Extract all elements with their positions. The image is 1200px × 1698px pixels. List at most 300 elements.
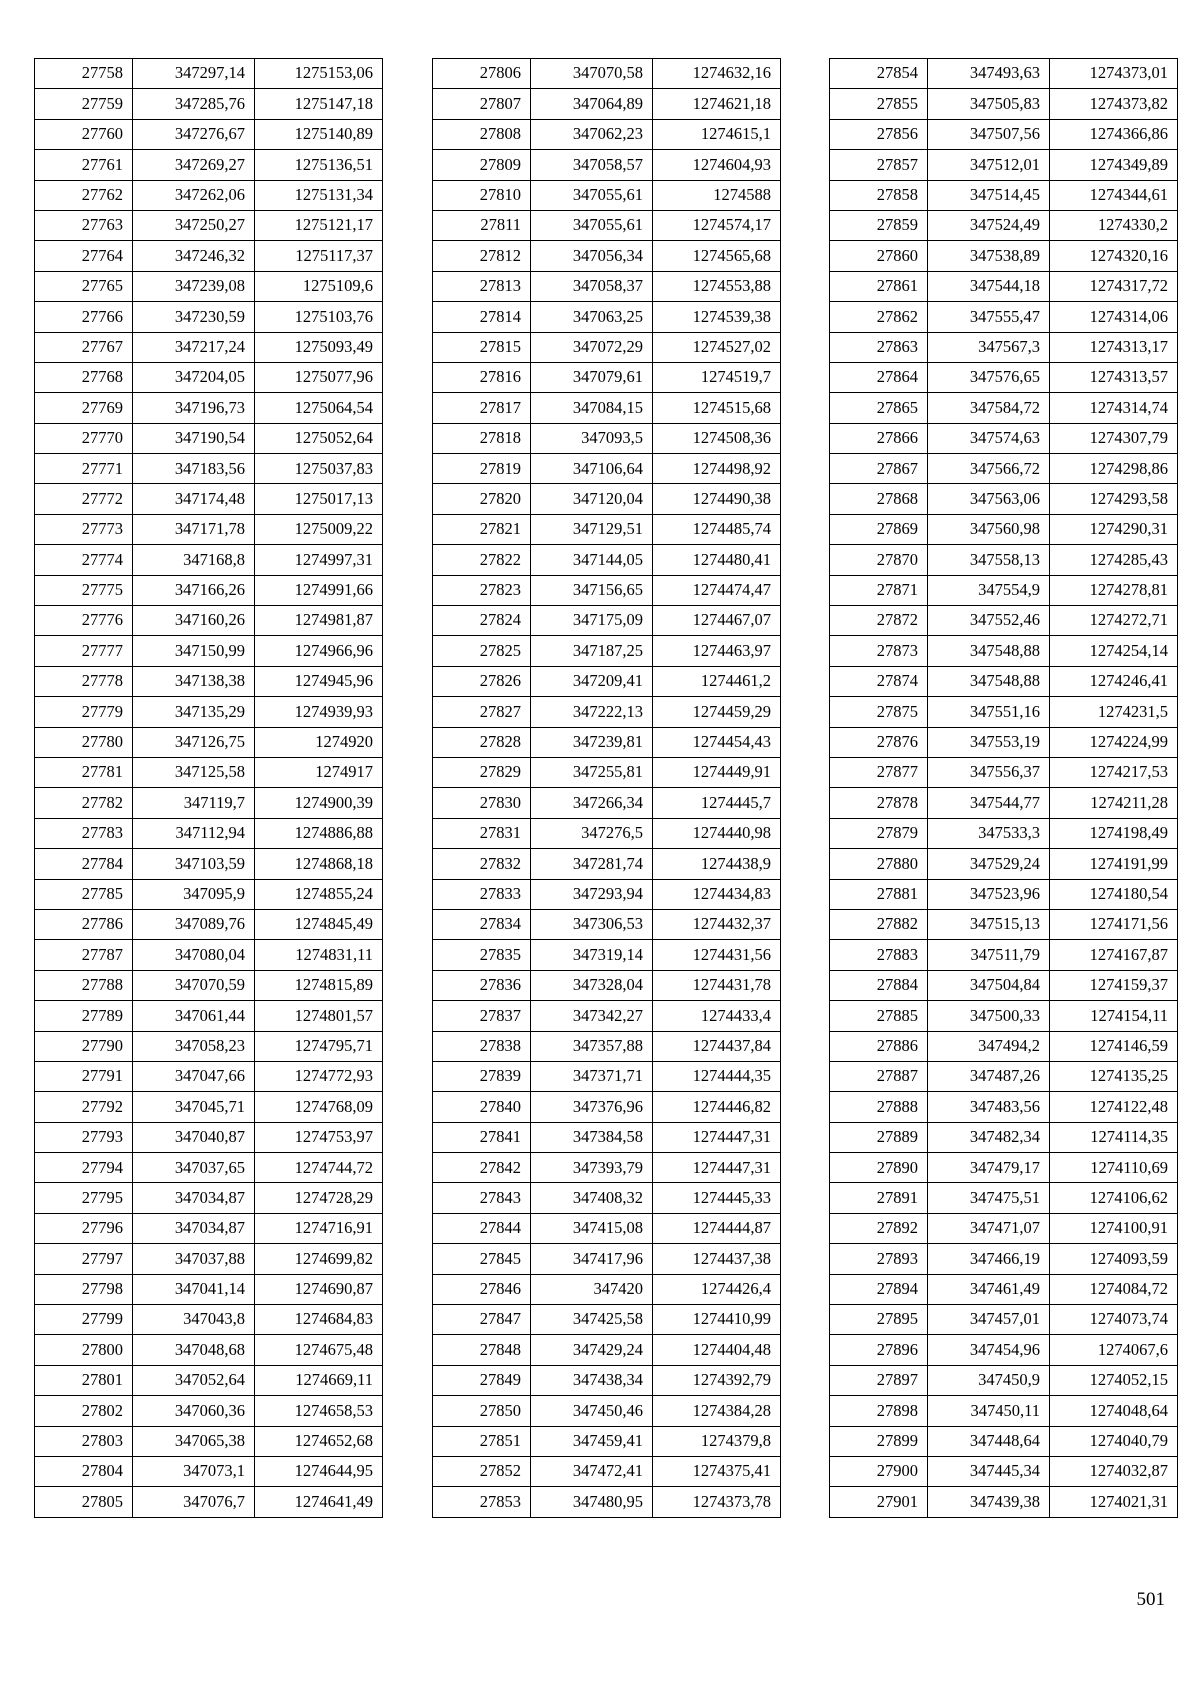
y-coordinate-cell: 1274272,71 [1050,606,1178,636]
x-coordinate-cell: 347450,9 [928,1365,1050,1395]
y-coordinate-cell: 1274527,02 [653,332,781,362]
y-coordinate-cell: 1274122,48 [1050,1092,1178,1122]
table-row [433,1183,781,1213]
x-coordinate-cell: 347479,17 [928,1153,1050,1183]
x-coordinate-cell: 347089,76 [133,909,255,939]
point-number-cell: 27863 [830,332,928,362]
x-coordinate-cell: 347457,01 [928,1305,1050,1335]
table-row [433,636,781,666]
point-number-cell: 27783 [35,818,133,848]
y-coordinate-cell: 1274658,53 [255,1396,383,1426]
x-coordinate-cell: 347276,5 [531,818,653,848]
y-coordinate-cell: 1275153,06 [255,59,383,89]
point-number-cell: 27865 [830,393,928,423]
x-coordinate-cell: 347076,7 [133,1487,255,1517]
table-row [35,1244,383,1274]
table-row [433,849,781,879]
y-coordinate-cell: 1274330,2 [1050,210,1178,240]
x-coordinate-cell: 347297,14 [133,59,255,89]
y-coordinate-cell: 1274917 [255,757,383,787]
x-coordinate-cell: 347480,95 [531,1487,653,1517]
y-coordinate-cell: 1274432,37 [653,909,781,939]
point-number-cell: 27858 [830,180,928,210]
x-coordinate-cell: 347043,8 [133,1305,255,1335]
point-number-cell: 27812 [433,241,531,271]
point-number-cell: 27862 [830,302,928,332]
point-number-cell: 27883 [830,940,928,970]
x-coordinate-cell: 347174,48 [133,484,255,514]
x-coordinate-cell: 347548,88 [928,636,1050,666]
y-coordinate-cell: 1274349,89 [1050,150,1178,180]
x-coordinate-cell: 347269,27 [133,150,255,180]
point-number-cell: 27832 [433,849,531,879]
table-row [35,514,383,544]
x-coordinate-cell: 347576,65 [928,362,1050,392]
x-coordinate-cell: 347209,41 [531,666,653,696]
table-row [830,180,1178,210]
x-coordinate-cell: 347058,37 [531,271,653,301]
y-coordinate-cell: 1274231,5 [1050,697,1178,727]
point-number-cell: 27856 [830,119,928,149]
table-row [830,302,1178,332]
table-row [433,1305,781,1335]
y-coordinate-cell: 1274768,09 [255,1092,383,1122]
x-coordinate-cell: 347183,56 [133,454,255,484]
point-number-cell: 27811 [433,210,531,240]
point-number-cell: 27899 [830,1426,928,1456]
table-row [830,606,1178,636]
y-coordinate-cell: 1274981,87 [255,606,383,636]
point-number-cell: 27840 [433,1092,531,1122]
x-coordinate-cell: 347041,14 [133,1274,255,1304]
point-number-cell: 27892 [830,1213,928,1243]
y-coordinate-cell: 1274485,74 [653,514,781,544]
table-row [433,1487,781,1517]
table-row [35,697,383,727]
point-number-cell: 27816 [433,362,531,392]
point-number-cell: 27889 [830,1122,928,1152]
point-number-cell: 27860 [830,241,928,271]
x-coordinate-cell: 347239,81 [531,727,653,757]
point-number-cell: 27776 [35,606,133,636]
point-number-cell: 27827 [433,697,531,727]
y-coordinate-cell: 1274392,79 [653,1365,781,1395]
y-coordinate-cell: 1274106,62 [1050,1183,1178,1213]
point-number-cell: 27872 [830,606,928,636]
table-row [433,1456,781,1486]
y-coordinate-cell: 1275064,54 [255,393,383,423]
x-coordinate-cell: 347544,18 [928,271,1050,301]
table-row [35,788,383,818]
x-coordinate-cell: 347048,68 [133,1335,255,1365]
point-number-cell: 27822 [433,545,531,575]
y-coordinate-cell: 1274641,49 [255,1487,383,1517]
x-coordinate-cell: 347037,65 [133,1153,255,1183]
table-row [830,1183,1178,1213]
y-coordinate-cell: 1274217,53 [1050,757,1178,787]
y-coordinate-cell: 1274445,7 [653,788,781,818]
point-number-cell: 27797 [35,1244,133,1274]
y-coordinate-cell: 1274198,49 [1050,818,1178,848]
y-coordinate-cell: 1274307,79 [1050,423,1178,453]
x-coordinate-cell: 347523,96 [928,879,1050,909]
point-number-cell: 27868 [830,484,928,514]
point-number-cell: 27850 [433,1396,531,1426]
table-row [35,241,383,271]
y-coordinate-cell: 1274373,78 [653,1487,781,1517]
point-number-cell: 27828 [433,727,531,757]
y-coordinate-cell: 1274052,15 [1050,1365,1178,1395]
y-coordinate-cell: 1274313,17 [1050,332,1178,362]
y-coordinate-cell: 1274135,25 [1050,1061,1178,1091]
x-coordinate-cell: 347384,58 [531,1122,653,1152]
table-row [830,697,1178,727]
y-coordinate-cell: 1274519,7 [653,362,781,392]
x-coordinate-cell: 347319,14 [531,940,653,970]
table-row [830,1061,1178,1091]
table-row [35,1305,383,1335]
point-number-cell: 27848 [433,1335,531,1365]
table-row [830,849,1178,879]
y-coordinate-cell: 1274459,29 [653,697,781,727]
x-coordinate-cell: 347357,88 [531,1031,653,1061]
y-coordinate-cell: 1274246,41 [1050,666,1178,696]
y-coordinate-cell: 1274574,17 [653,210,781,240]
y-coordinate-cell: 1274463,97 [653,636,781,666]
y-coordinate-cell: 1274753,97 [255,1122,383,1152]
x-coordinate-cell: 347555,47 [928,302,1050,332]
table-row [433,1153,781,1183]
point-number-cell: 27845 [433,1244,531,1274]
x-coordinate-cell: 347055,61 [531,180,653,210]
y-coordinate-cell: 1275140,89 [255,119,383,149]
x-coordinate-cell: 347058,57 [531,150,653,180]
x-coordinate-cell: 347060,36 [133,1396,255,1426]
x-coordinate-cell: 347103,59 [133,849,255,879]
point-number-cell: 27759 [35,89,133,119]
x-coordinate-cell: 347584,72 [928,393,1050,423]
point-number-cell: 27846 [433,1274,531,1304]
x-coordinate-cell: 347494,2 [928,1031,1050,1061]
x-coordinate-cell: 347064,89 [531,89,653,119]
point-number-cell: 27810 [433,180,531,210]
table-row [830,879,1178,909]
x-coordinate-cell: 347472,41 [531,1456,653,1486]
y-coordinate-cell: 1274298,86 [1050,454,1178,484]
point-number-cell: 27814 [433,302,531,332]
point-number-cell: 27821 [433,514,531,544]
table-row [433,757,781,787]
point-number-cell: 27888 [830,1092,928,1122]
x-coordinate-cell: 347079,61 [531,362,653,392]
x-coordinate-cell: 347560,98 [928,514,1050,544]
point-number-cell: 27878 [830,788,928,818]
point-number-cell: 27874 [830,666,928,696]
table-row [830,1213,1178,1243]
x-coordinate-cell: 347070,58 [531,59,653,89]
x-coordinate-cell: 347187,25 [531,636,653,666]
y-coordinate-cell: 1274313,57 [1050,362,1178,392]
point-number-cell: 27852 [433,1456,531,1486]
table-row [830,909,1178,939]
point-number-cell: 27775 [35,575,133,605]
table-row [830,1031,1178,1061]
y-coordinate-cell: 1274632,16 [653,59,781,89]
point-number-cell: 27763 [35,210,133,240]
point-number-cell: 27806 [433,59,531,89]
y-coordinate-cell: 1274048,64 [1050,1396,1178,1426]
x-coordinate-cell: 347034,87 [133,1213,255,1243]
point-number-cell: 27791 [35,1061,133,1091]
point-number-cell: 27823 [433,575,531,605]
table-row [433,271,781,301]
table-row [433,1061,781,1091]
y-coordinate-cell: 1274652,68 [255,1426,383,1456]
point-number-cell: 27877 [830,757,928,787]
x-coordinate-cell: 347483,56 [928,1092,1050,1122]
point-number-cell: 27817 [433,393,531,423]
x-coordinate-cell: 347055,61 [531,210,653,240]
x-coordinate-cell: 347454,96 [928,1335,1050,1365]
point-number-cell: 27886 [830,1031,928,1061]
y-coordinate-cell: 1274446,82 [653,1092,781,1122]
x-coordinate-cell: 347475,51 [928,1183,1050,1213]
point-number-cell: 27788 [35,970,133,1000]
y-coordinate-cell: 1274690,87 [255,1274,383,1304]
point-number-cell: 27764 [35,241,133,271]
x-coordinate-cell: 347538,89 [928,241,1050,271]
point-number-cell: 27789 [35,1001,133,1031]
point-number-cell: 27842 [433,1153,531,1183]
point-number-cell: 27774 [35,545,133,575]
table-row [830,1426,1178,1456]
y-coordinate-cell: 1275017,13 [255,484,383,514]
x-coordinate-cell: 347058,23 [133,1031,255,1061]
table-row [433,1335,781,1365]
table-row [433,666,781,696]
y-coordinate-cell: 1275109,6 [255,271,383,301]
x-coordinate-cell: 347567,3 [928,332,1050,362]
x-coordinate-cell: 347461,49 [928,1274,1050,1304]
point-number-cell: 27859 [830,210,928,240]
x-coordinate-cell: 347063,25 [531,302,653,332]
table-row [830,1122,1178,1152]
x-coordinate-cell: 347217,24 [133,332,255,362]
x-coordinate-cell: 347246,32 [133,241,255,271]
table-row [35,119,383,149]
point-number-cell: 27894 [830,1274,928,1304]
table-row [35,666,383,696]
y-coordinate-cell: 1274254,14 [1050,636,1178,666]
point-number-cell: 27891 [830,1183,928,1213]
x-coordinate-cell: 347250,27 [133,210,255,240]
table-row [830,1244,1178,1274]
y-coordinate-cell: 1274373,01 [1050,59,1178,89]
table-row [433,362,781,392]
y-coordinate-cell: 1275093,49 [255,332,383,362]
table-row [35,1426,383,1456]
table-row [35,757,383,787]
y-coordinate-cell: 1274801,57 [255,1001,383,1031]
point-number-cell: 27870 [830,545,928,575]
table-row [35,1031,383,1061]
x-coordinate-cell: 347371,71 [531,1061,653,1091]
x-coordinate-cell: 347285,76 [133,89,255,119]
point-number-cell: 27882 [830,909,928,939]
table-row [35,1335,383,1365]
x-coordinate-cell: 347566,72 [928,454,1050,484]
point-number-cell: 27768 [35,362,133,392]
y-coordinate-cell: 1274032,87 [1050,1456,1178,1486]
table-row [830,454,1178,484]
table-row [433,1426,781,1456]
point-number-cell: 27819 [433,454,531,484]
x-coordinate-cell: 347125,58 [133,757,255,787]
point-number-cell: 27780 [35,727,133,757]
y-coordinate-cell: 1274588 [653,180,781,210]
y-coordinate-cell: 1274498,92 [653,454,781,484]
point-number-cell: 27800 [35,1335,133,1365]
x-coordinate-cell: 347548,88 [928,666,1050,696]
x-coordinate-cell: 347126,75 [133,727,255,757]
table-row [35,59,383,89]
point-number-cell: 27808 [433,119,531,149]
x-coordinate-cell: 347222,13 [531,697,653,727]
point-number-cell: 27879 [830,818,928,848]
table-row [35,180,383,210]
table-row [830,940,1178,970]
table-row [35,1456,383,1486]
point-number-cell: 27772 [35,484,133,514]
y-coordinate-cell: 1274373,82 [1050,89,1178,119]
y-coordinate-cell: 1274431,78 [653,970,781,1000]
table-row [830,89,1178,119]
point-number-cell: 27761 [35,150,133,180]
x-coordinate-cell: 347112,94 [133,818,255,848]
y-coordinate-cell: 1274320,16 [1050,241,1178,271]
x-coordinate-cell: 347095,9 [133,879,255,909]
x-coordinate-cell: 347544,77 [928,788,1050,818]
point-number-cell: 27762 [35,180,133,210]
y-coordinate-cell: 1274159,37 [1050,970,1178,1000]
x-coordinate-cell: 347500,33 [928,1001,1050,1031]
table-row [433,423,781,453]
y-coordinate-cell: 1274438,9 [653,849,781,879]
x-coordinate-cell: 347482,34 [928,1122,1050,1152]
table-row [35,940,383,970]
point-number-cell: 27834 [433,909,531,939]
table-row [35,150,383,180]
table-row [433,970,781,1000]
point-number-cell: 27897 [830,1365,928,1395]
table-row [35,89,383,119]
table-row [433,1001,781,1031]
table-row [35,879,383,909]
y-coordinate-cell: 1274886,88 [255,818,383,848]
x-coordinate-cell: 347342,27 [531,1001,653,1031]
x-coordinate-cell: 347459,41 [531,1426,653,1456]
y-coordinate-cell: 1274684,83 [255,1305,383,1335]
table-row [433,788,781,818]
table-row [830,271,1178,301]
y-coordinate-cell: 1274728,29 [255,1183,383,1213]
y-coordinate-cell: 1274437,84 [653,1031,781,1061]
table-row [35,484,383,514]
point-number-cell: 27771 [35,454,133,484]
point-number-cell: 27807 [433,89,531,119]
table-row [830,393,1178,423]
y-coordinate-cell: 1274404,48 [653,1335,781,1365]
point-number-cell: 27831 [433,818,531,848]
x-coordinate-cell: 347190,54 [133,423,255,453]
table-row [433,302,781,332]
y-coordinate-cell: 1274285,43 [1050,545,1178,575]
x-coordinate-cell: 347306,53 [531,909,653,939]
coordinates-table-3 [829,58,1178,1518]
x-coordinate-cell: 347553,19 [928,727,1050,757]
y-coordinate-cell: 1274314,74 [1050,393,1178,423]
x-coordinate-cell: 347507,56 [928,119,1050,149]
table-row [35,970,383,1000]
point-number-cell: 27773 [35,514,133,544]
table-row [35,1274,383,1304]
coordinates-table-2 [432,58,781,1518]
table-row [433,332,781,362]
y-coordinate-cell: 1274100,91 [1050,1213,1178,1243]
point-number-cell: 27826 [433,666,531,696]
x-coordinate-cell: 347574,63 [928,423,1050,453]
point-number-cell: 27796 [35,1213,133,1243]
table-row [433,818,781,848]
point-number-cell: 27830 [433,788,531,818]
table-row [433,150,781,180]
x-coordinate-cell: 347504,84 [928,970,1050,1000]
x-coordinate-cell: 347073,1 [133,1456,255,1486]
point-number-cell: 27760 [35,119,133,149]
point-number-cell: 27809 [433,150,531,180]
y-coordinate-cell: 1274379,8 [653,1426,781,1456]
x-coordinate-cell: 347439,38 [928,1487,1050,1517]
table-row [830,970,1178,1000]
x-coordinate-cell: 347487,26 [928,1061,1050,1091]
point-number-cell: 27766 [35,302,133,332]
table-row [433,575,781,605]
y-coordinate-cell: 1274384,28 [653,1396,781,1426]
y-coordinate-cell: 1274604,93 [653,150,781,180]
point-number-cell: 27793 [35,1122,133,1152]
y-coordinate-cell: 1274434,83 [653,879,781,909]
point-number-cell: 27880 [830,849,928,879]
x-coordinate-cell: 347052,64 [133,1365,255,1395]
point-number-cell: 27867 [830,454,928,484]
point-number-cell: 27769 [35,393,133,423]
point-number-cell: 27784 [35,849,133,879]
table-row [830,1335,1178,1365]
point-number-cell: 27779 [35,697,133,727]
table-row [433,210,781,240]
table-row [830,727,1178,757]
table-row [830,1365,1178,1395]
point-number-cell: 27839 [433,1061,531,1091]
table-row [35,302,383,332]
point-number-cell: 27798 [35,1274,133,1304]
y-coordinate-cell: 1274180,54 [1050,879,1178,909]
table-row [35,454,383,484]
table-row [830,150,1178,180]
y-coordinate-cell: 1275117,37 [255,241,383,271]
table-row [35,575,383,605]
point-number-cell: 27758 [35,59,133,89]
